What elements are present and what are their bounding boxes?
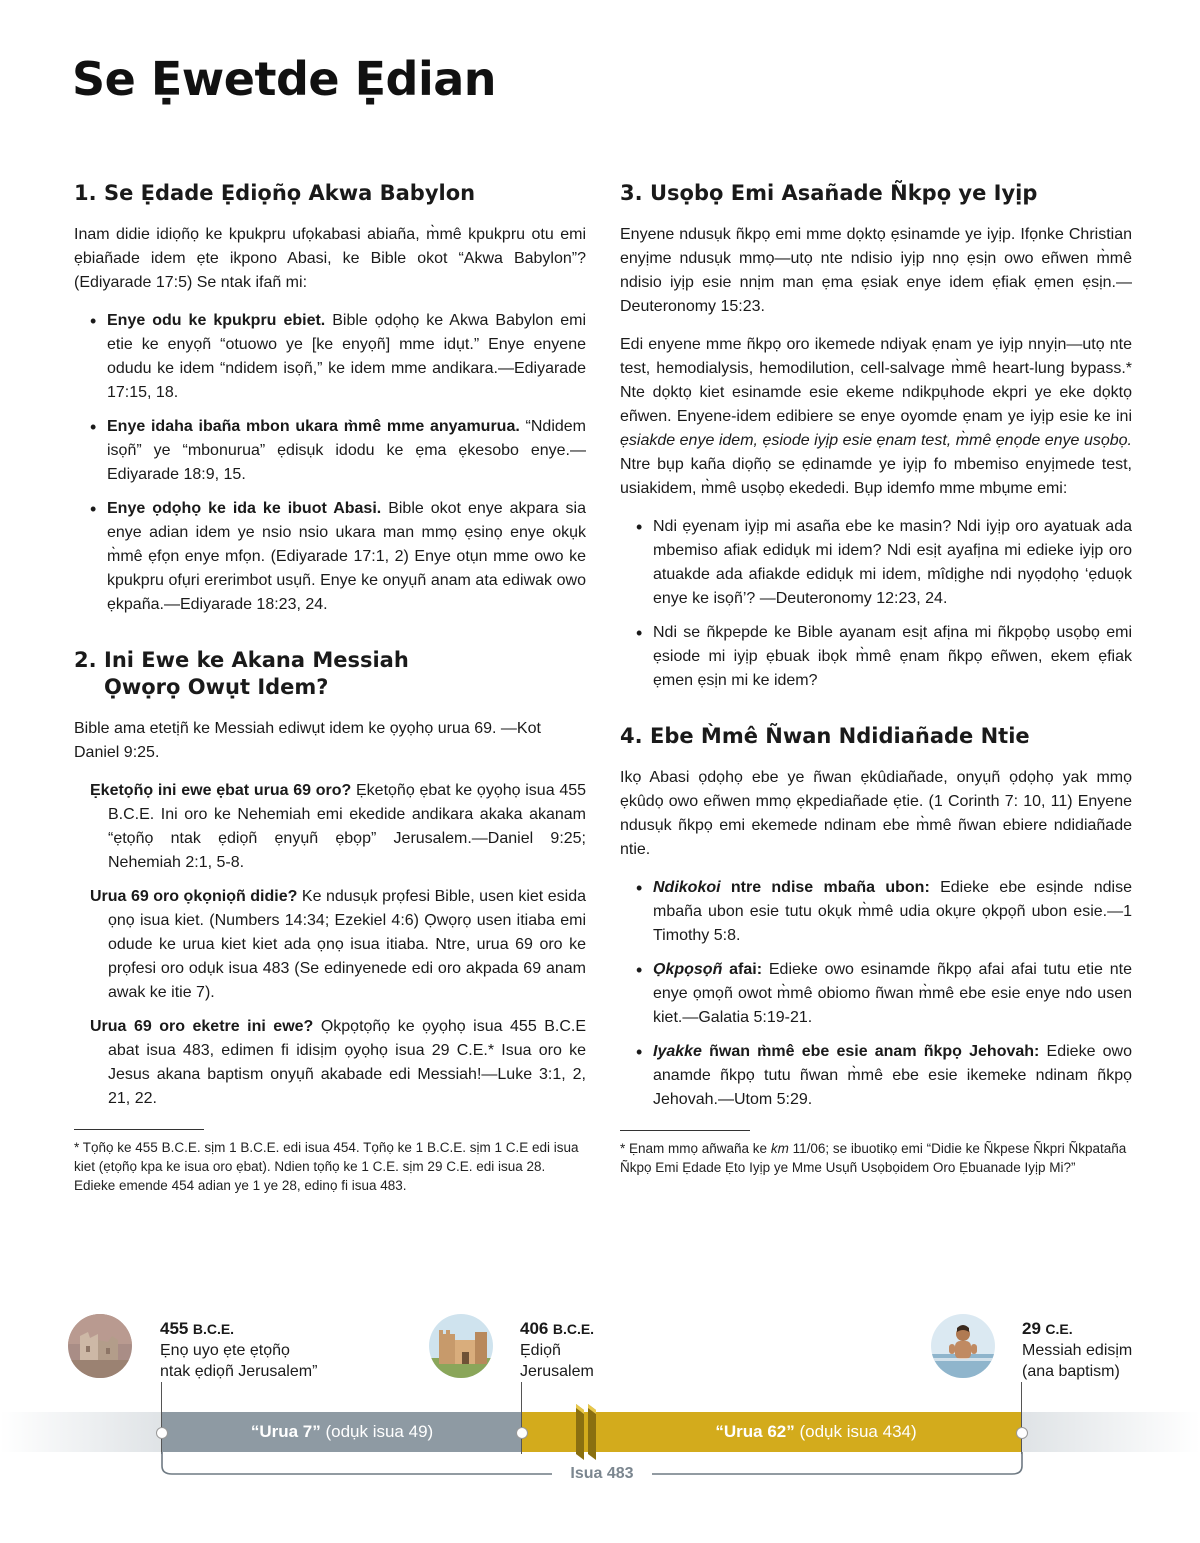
event-desc-line: ntak ẹdiọñ Jerusalem” — [160, 1363, 318, 1380]
section-4-intro: Ikọ Abasi ọdọhọ ebe ye ñwan ẹkûdiañade, onyụñ ọdọhọ yak mmọ ẹkûdọ owo eñwen mmọ ẹkpediañade ẹtie. (1 Corinth 7: 10, 11) Enyene ndusụk ñkpọ emi ekemede ndinam ebe m̀mê ñwan ebiere ndidiañade ntie. — [620, 769, 1132, 858]
section-2 — [74, 647, 586, 1195]
section-1-number: 1. — [74, 181, 97, 205]
list-item: • Ndi ẹyenam iyịp mi asaña ebe ke masin? Ndi iyịp oro ayatuak ada mbemiso afiak edidụk mi idem? Ndi esịt ayafịna mi edieke iyịp oro atuakde ada afiakde edidụk mi idem, mîdịghe ndi nyọdọhọ ‘ẹduọk enye ke isọñ’? —Deuteronomy 12:23, 24. — [636, 515, 1132, 611]
section-1 — [74, 180, 586, 617]
paragraph-text: Edi enyene mme ñkpọ oro ikemede ndiyak ẹnam ye iyịp nnyịn—utọ nte test, hemodialysis, hemodilution, cell-salvage m̀mê heart-lung bypass.* Nte dọktọ kiet esinamde esie ekeme ndikpụhode ekpri ye eke dọktọ eñwen. Enyene-idem edibiere se enye oyomde ẹnam ye iyịp esie ke ini — [620, 336, 1132, 425]
bullet-lead-italic: Iyakke — [653, 1043, 702, 1060]
band-sixty-two-weeks-label — [610, 1412, 1022, 1452]
marker-line — [521, 1382, 522, 1454]
left-column — [74, 180, 586, 1225]
paragraph-italic: ẹsiakde enye idem, ẹsiode iyịp esie ẹnam test, m̀mê ẹnọde enye usọbọ. — [620, 432, 1132, 449]
list-item: • Ndi se ñkpepde ke Bible ayanam esịt afịna mi ñkpọbọ usọbọ emi ẹsiode mi iyịp ẹbuak ibọk m̀mê ẹnam ñkpọ eñwen, ekem ẹfiak ẹmen ẹsịn mi ke idem? — [636, 621, 1132, 693]
section-2-intro: Bible ama etetịñ ke Messiah ediwụt idem ke ọyọhọ urua 69. —Kot Daniel 9:25. — [74, 720, 541, 761]
list-item — [90, 497, 586, 617]
section-3-title: Usọbọ Emi Asañade Ñkpọ ye Iyịp — [650, 181, 1038, 205]
qa-answer: Ẹketọñọ ẹbat ke ọyọhọ isua 455 B.C.E. Ini oro ke Nehemiah emi ekedide andikara akaka akanam “ẹtọñọ ntak ẹdiọñ ẹnyụñ ẹbọp” Jerusalem.—Daniel 9:25; Nehemiah 2:1, 5-8. — [108, 782, 587, 871]
bullet-text: Bible ọdọhọ ke Akwa Babylon emi etie ke enyọñ “otuowo ye [ke enyọñ] mme idụt.” Enye enyene odudu ke idem “ndidem isọñ,” ke idem mme andikara.—Ediyarade 17:15, 18. — [107, 312, 586, 401]
footnote-divider — [620, 1130, 750, 1131]
bullet-lead: ntre ndise mbaña ubon: — [720, 879, 930, 896]
section-2-footnote: * Tọñọ ke 455 B.C.E. sịm 1 B.C.E. edi isua 454. Tọñọ ke 1 B.C.E. sịm 1 C.E edi isua kiet (ẹtọñọ kpa ke isua oro ẹbat). Ndien tọñọ ke 1 C.E. sịm 29 C.E. edi isua 28. Edieke emende 454 adian ye 1 ye 28, edinọ fi isua 483. — [74, 1140, 579, 1193]
bullet-text: “Ndidem isọñ” ye “mbonurua” ẹdisụk idodu ke ẹma ẹkesobo enye.—Ediyarade 18:9, 15. — [107, 418, 587, 483]
section-3-paragraph-1: Enyene ndusụk ñkpọ emi mme dọktọ ẹsinamde ye iyịp. Ifọnke Christian enyịme ndusụk mmọ—utọ nte ndisio iyịp nnọ ẹsịn owo eñwen m̀mê ndisio iyịp esie nnịm man ẹma ẹsiak enye idem ẹfiak ẹmen ẹsịn.—Deuteronomy 15:23. — [620, 226, 1132, 315]
marker-line — [1021, 1382, 1022, 1454]
bullet-lead: Enye ọdọhọ ke ida ke ibuot Abasi. — [107, 500, 382, 517]
bullet-text: Edieke owo anamde ñkpọ tutu ñwan m̀mê ebe esie ikemeke ndinam ñkpọ Jehovah.—Utom 5:29. — [653, 1043, 1132, 1108]
band-label-text: (odụk isua 434) — [794, 1422, 917, 1441]
footnote-text: 11/06; se ibuotikọ emi “Didie ke Ñkpese Ñkpri Ñkpataña Ñkpọ Emi Ẹdade Ẹto Iyịp ye Mme Usụñ Usọbọidem Oro Ẹbuanade Iyịp Mi?” — [620, 1141, 1127, 1175]
event-year: 455 — [160, 1319, 189, 1338]
bullet-lead-italic: Ọkpọsọñ — [653, 961, 723, 978]
qa-item — [90, 885, 586, 1005]
event-era: B.C.E. — [192, 1321, 235, 1337]
section-3-number: 3. — [620, 181, 643, 205]
bullet-lead: Enye odu ke kpukpru ebiet. — [107, 312, 326, 329]
event-year: 29 — [1022, 1319, 1041, 1338]
marker-dot — [516, 1427, 528, 1439]
section-1-intro: Inam didie idiọñọ ke kpukpru ufọkabasi abiaña, m̀mê kpukpru otu emi ẹbiañade idem ẹte ikpono Abasi, ke Bible okot “Akwa Babylon”? (Ediyarade 17:5) Se ntak ifañ mi: — [74, 226, 586, 291]
right-column — [620, 180, 1132, 1207]
event-29-label — [1022, 1318, 1132, 1382]
timeline — [0, 1300, 1200, 1543]
list-item — [90, 415, 586, 487]
band-label-bold: “Urua 7” — [250, 1422, 321, 1441]
section-2-number: 2. — [74, 648, 97, 672]
page-title: Se Ẹwetde Ẹdian — [72, 52, 496, 106]
section-4 — [620, 723, 1132, 1177]
event-455-label — [160, 1318, 317, 1382]
qa-answer: Ke ndusụk prọfesi Bible, usen kiet esida ọnọ isua kiet. (Numbers 14:34; Ezekiel 4:6) Ọwọrọ usen itiaba emi odude ke urua kiet kiet ada ọnọ isua itiaba. Ntre, urua 69 oro ke prọfesi oro odụk isua 483 (Se edinyenede edi oro akpada 69 anam awak ke itie 7). — [108, 888, 587, 1001]
paragraph-text: Ntre bụp kaña diọñọ se ẹdinamde ye iyịp fo mbemiso enyịmede test, usiakidem, m̀mê usọbọ ekededi. Bụp idemfo mme mbụme emi: — [620, 456, 1132, 497]
qa-question: Ẹketọñọ ini ewe ẹbat urua 69 oro? — [90, 782, 352, 799]
marker-line — [161, 1382, 162, 1454]
city-wall-illustration-icon — [429, 1314, 493, 1378]
list-item — [636, 876, 1132, 948]
section-3-paragraph-2 — [620, 333, 1132, 501]
event-desc-line: Ẹdiọñ — [520, 1342, 561, 1359]
footnote-text: * Ẹnam mmọ añwaña ke — [620, 1141, 771, 1156]
section-3-heading — [620, 180, 1132, 207]
event-era: C.E. — [1045, 1321, 1073, 1337]
section-4-heading — [620, 723, 1132, 750]
band-label-bold: “Urua 62” — [715, 1422, 795, 1441]
footnote-italic: km — [770, 1141, 789, 1156]
qa-item — [90, 1015, 586, 1111]
timeline-fade-left — [0, 1412, 162, 1452]
band-label-text: (odụk isua 49) — [320, 1422, 434, 1441]
event-desc-line: Jerusalem — [520, 1363, 594, 1380]
qa-answer: Ọkpọtọñọ ke ọyọhọ isua 455 B.C.E abat isua 483, edimen fi idisịm ọyọhọ isua 29 C.E.* Isua oro ke Jesus akana baptism onyụñ akabade edi Messiah!—Luke 3:1, 2, 21, 22. — [108, 1018, 587, 1107]
event-year: 406 — [520, 1319, 549, 1338]
section-2-heading — [74, 647, 586, 701]
section-1-heading — [74, 180, 586, 207]
qa-item — [90, 779, 586, 875]
section-4-number: 4. — [620, 724, 643, 748]
bullet-text: Bible okot enye akpara sia enye adian idem ye nsio nsio ukara man mmọ ẹsinọ enye okụk m̀mê ẹfọn enye mfọn. (Ediyarade 17:1, 2) Enye otụn mme owo ke kpukpru ofụri ererimbot usụñ. Enye ke onyụñ anam ata ediwak owo ẹkpañа.—Ediyarade 18:23, 24. — [107, 500, 586, 613]
bullet-lead: ñwan m̀mê ebe esie anam ñkpọ Jehovah: — [701, 1043, 1040, 1060]
bullet-text: Edieke ebe esịnde ndise mbaña ubon esie tutu okụk m̀mê udia okụre ọkpọñ ubon esie.—1 Timothy 5:8. — [653, 879, 1132, 944]
timeline-fade-right — [1022, 1412, 1200, 1452]
ruined-wall-illustration-icon — [68, 1314, 132, 1378]
total-years-label: Isua 483 — [552, 1465, 652, 1483]
band-seven-weeks-label — [162, 1412, 522, 1452]
section-4-footnote — [620, 1139, 1132, 1177]
list-item — [636, 958, 1132, 1030]
bullet-lead: Enye idaha ibaña mbon ukara m̀mê mme anyamurua. — [107, 418, 520, 435]
event-era: B.C.E. — [552, 1321, 595, 1337]
section-1-bullets — [74, 309, 586, 617]
section-4-title: Ebe M̀mê Ñwan Ndidiañade Ntie — [650, 724, 1030, 748]
marker-dot — [156, 1427, 168, 1439]
baptism-illustration-icon — [931, 1314, 995, 1378]
section-3 — [620, 180, 1132, 693]
event-desc-line: (ana baptism) — [1022, 1363, 1120, 1380]
footnote-divider — [74, 1129, 204, 1130]
marker-dot — [1016, 1427, 1028, 1439]
section-2-title: Ini Ewe ke Akana Messiah Ọwọrọ Owụt Idem? — [104, 648, 409, 699]
bullet-text: Edieke owo esinamde ñkpọ afai afai tutu etie nte enye ọmọñ owot m̀mê obiomo ñwan m̀mê ebe esie enye ndo usen kiet.—Galatia 5:19-21. — [653, 961, 1133, 1026]
section-3-bullets — [620, 515, 1132, 693]
event-desc-line: Ẹnọ uyo ẹte ẹtọñọ — [160, 1342, 290, 1359]
event-406-label — [520, 1318, 594, 1382]
qa-question: Urua 69 oro eketre ini ewe? — [90, 1018, 314, 1035]
bullet-lead-italic: Ndikokoi — [653, 879, 721, 896]
qa-question: Urua 69 oro ọkọniọñ didie? — [90, 888, 298, 905]
event-desc-line: Messiah edisịm — [1022, 1342, 1133, 1359]
bullet-lead: afai: — [722, 961, 763, 978]
section-1-title: Se Ẹdade Ẹdiọñọ Akwa Babylon — [104, 181, 476, 205]
list-item — [636, 1040, 1132, 1112]
section-4-bullets — [620, 876, 1132, 1112]
list-item — [90, 309, 586, 405]
